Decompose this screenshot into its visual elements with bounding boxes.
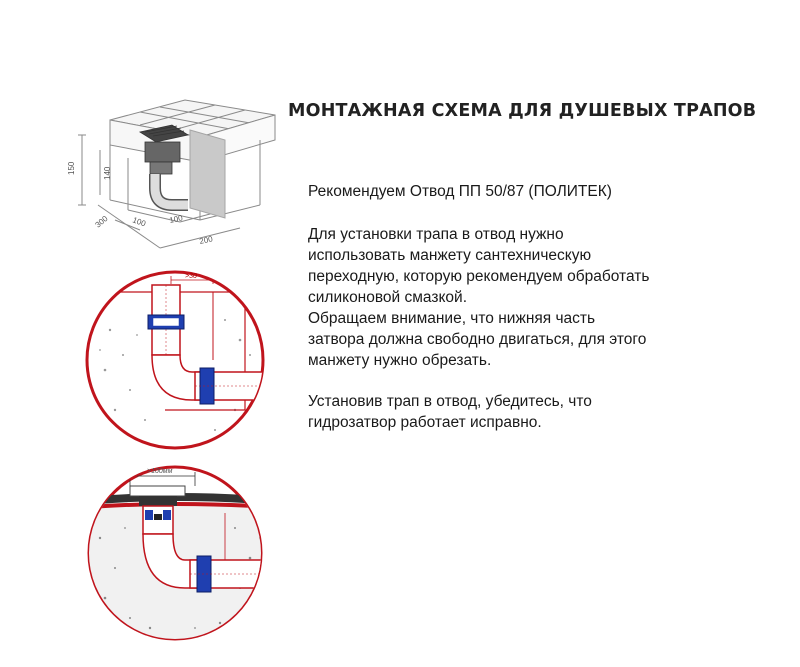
- dim-200: 200: [198, 234, 214, 246]
- final-text: [308, 391, 708, 433]
- dim-300: 300: [93, 214, 110, 230]
- recommendation-text: [308, 181, 708, 202]
- instructions-text: [308, 224, 708, 371]
- dim-over-100mm: >100мм: [147, 468, 173, 475]
- dim-150: 150: [67, 161, 76, 175]
- dim-100: 100: [168, 213, 184, 225]
- dim-over-30: >30: [185, 273, 197, 280]
- dim-100b: 100: [131, 215, 147, 229]
- final-paragraph: Установив трап в отвод, убедитесь, что гидрозатвор работает исправно.: [308, 393, 592, 431]
- recommendation-paragraph: Рекомендуем Отвод ПП 50/87 (ПОЛИТЕК): [308, 183, 612, 200]
- diagram-column: [60, 80, 290, 640]
- attention-paragraph: Обращаем внимание, что нижняя часть затвора должна свободно двигаться, для этого манжету нужно обрезать.: [308, 310, 647, 369]
- isometric-diagram: [60, 80, 290, 260]
- drain-section-diagram: [75, 458, 285, 648]
- page-title: МОНТАЖНАЯ СХЕМА ДЛЯ ДУШЕВЫХ ТРАПОВ: [288, 101, 757, 121]
- elbow-detail-diagram: [75, 260, 285, 460]
- install-paragraph: Для установки трапа в отвод нужно использовать манжету сантехническую переходную, которую рекомендуем обработать силиконовой смазкой.: [308, 226, 650, 306]
- dim-140: 140: [103, 166, 112, 180]
